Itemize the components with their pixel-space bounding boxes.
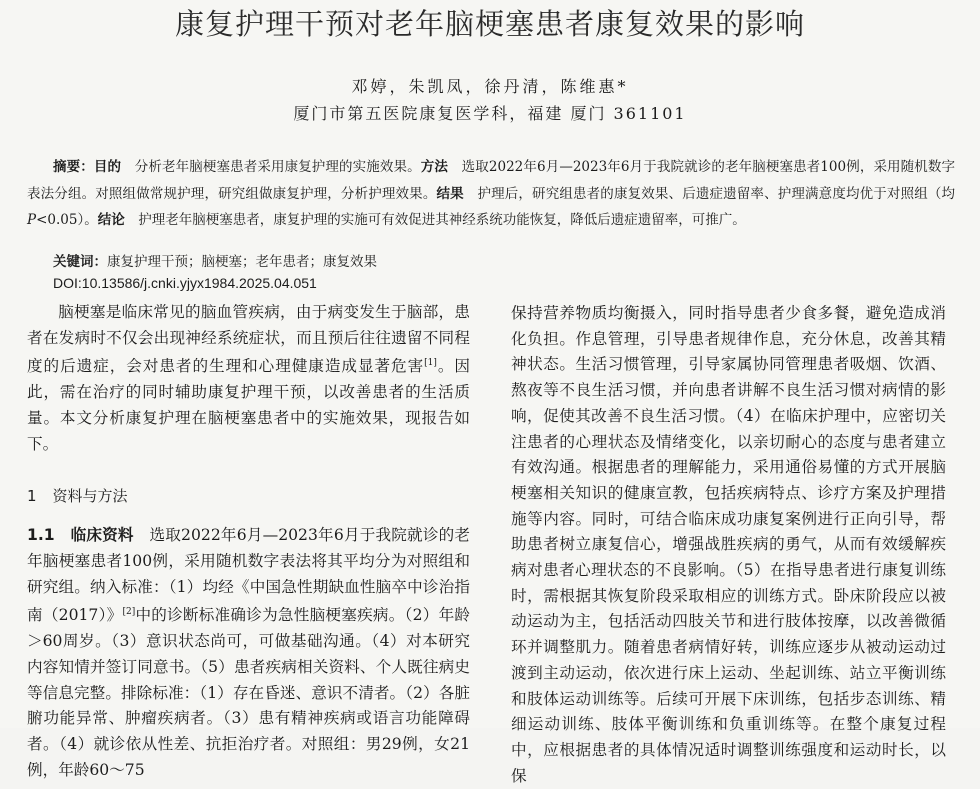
conclusion-label: 结论 [97, 212, 125, 228]
clinical-text-end: 中的诊断标准确诊为急性脑梗塞疾病。（2）年龄＞60周岁。（3）意识状态尚可，可做基础沟通。（4）对本研究内容知情并签订同意书。（5）患者疾病相关资料、个人既往病史等信息完整。排除标准：（1）存在昏迷、意识不清者。（2）各脏腑功能异常、肿瘤疾病者。（3）患有精神疾病或语言功能障碍者。（4）就诊依从性差、抗拒治疗者。对照组：男29例，女21例，年龄60～75 [27, 606, 471, 779]
objective-text: 分析老年脑梗塞患者采用康复护理的实施效果。 [134, 159, 421, 175]
objective-label: 目的 [93, 159, 122, 175]
abstract-label: 摘要： [53, 159, 94, 175]
reference-1: [1] [424, 358, 437, 369]
keywords-label: 关键词： [53, 254, 107, 270]
affiliation: 厦门市第五医院康复医学科，福建 厦门 361101 [293, 104, 687, 123]
results-text: 护理后，研究组患者的康复效果、后遗症遗留率、护理满意度均优于对照组（均 [477, 185, 956, 202]
conclusion-text: 护理老年脑梗塞患者，康复护理的实施可有效促进其神经系统功能恢复，降低后遗症遗留率，可推广。 [138, 212, 746, 228]
intro-paragraph [27, 300, 470, 457]
section-number: 1 [27, 487, 37, 506]
intro-text-end: 。因此，需在治疗的同时辅助康复护理干预，以改善患者的生活质量。本文分析康复护理在脑梗塞患者中的实施效果，现报告如下。 [27, 357, 470, 453]
section-heading [27, 484, 470, 510]
intro-text: 脑梗塞是临床常见的脑血管疾病，由于病变发生于脑部，患者在发病时不仅会出现神经系统症状，而且预后往往遗留不同程度的后遗症，会对患者的生理和心理健康造成显著危害 [27, 303, 470, 376]
doi: DOI:10.13586/j.cnki.yjyx1984.2025.04.051 [53, 275, 317, 291]
methods-label: 方法 [420, 159, 449, 175]
body-left-column [27, 300, 470, 783]
author-list: 邓婷，朱凯凤，徐丹清，陈维惠* [351, 77, 629, 96]
methods-text: 选取2022年6月—2023年6月于我院就诊的老年脑梗塞患者100例，采用随机数字表法分组。对照组做常规护理，研究组做康复护理，分析护理效果。 [27, 159, 956, 202]
clinical-text: 选取2022年6月—2023年6月于我院就诊的老年脑梗塞患者100例，采用随机数字表法将其平均分为对照组和研究组。纳入标准：（1）均经《中国急性期缺血性脑卒中诊治指南（2017）》 [27, 526, 470, 625]
p-value-symbol: P [27, 212, 37, 228]
results-label: 结果 [436, 185, 464, 202]
keywords [53, 250, 953, 270]
abstract [27, 154, 955, 234]
reference-2: [2] [122, 607, 136, 618]
subsection-label: 1.1 临床资料 [27, 526, 134, 545]
paper-title: 康复护理干预对老年脑梗塞患者康复效果的影响 [174, 7, 805, 41]
body-right-column [511, 301, 946, 789]
keywords-text: 康复护理干预；脑梗塞；老年患者；康复效果 [107, 254, 377, 270]
results-text-end: <0.05）。 [36, 212, 98, 228]
clinical-paragraph [27, 523, 470, 783]
right-paragraph: 保持营养物质均衡摄入，同时指导患者少食多餐，避免造成消化负担。作息管理，引导患者规律作息，充分休息，改善其精神状态。生活习惯管理，引导家属协同管理患者吸烟、饮酒、熬夜等不良生活习惯，并向患者讲解不良生活习惯对病情的影响，促使其改善不良生活习惯。（4）在临床护理中，应密切关注患者的心理状态及情绪变化，以亲切耐心的态度与患者建立有效沟通。根据患者的理解能力，采用通俗易懂的方式开展脑梗塞相关知识的健康宣教，包括疾病特点、诊疗方案及护理措施等内容。同时，可结合临床成功康复案例进行正向引导，帮助患者树立康复信心，增强战胜疾病的勇气，从而有效缓解疾病对患者心理状态的不良影响。（5）在指导患者进行康复训练时，需根据其恢复阶段采取相应的训练方式。卧床阶段应以被动运动为主，包括活动四肢关节和进行肢体按摩，以改善微循环并调整肌力。随着患者病情好转，训练应逐步从被动运动过渡到主动运动，依次进行床上运动、坐起训练、站立平衡训练和肢体运动训练等。后续可开展下床训练，包括步态训练、精细运动训练、肢体平衡训练和负重训练等。在整个康复过程中，应根据患者的具体情况适时调整训练强度和运动时长，以保 [511, 304, 946, 785]
section-title: 资料与方法 [52, 487, 128, 506]
